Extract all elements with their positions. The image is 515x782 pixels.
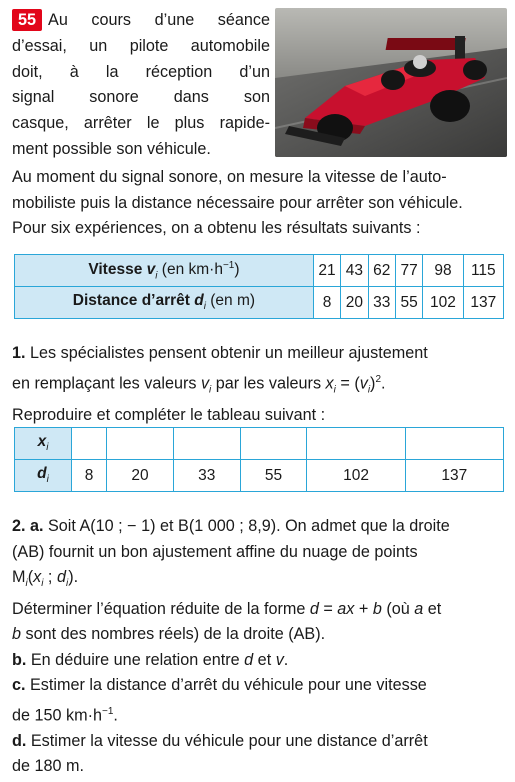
- q1-line1: 1. Les spécialistes pensent obtenir un meilleur ajustement: [12, 344, 428, 362]
- empty-cell: [240, 428, 307, 460]
- exercise-number-badge: 55: [12, 9, 42, 31]
- intro-line: ment possible son véhicule.: [12, 139, 211, 158]
- intro-line: 55 Au cours d’une séance: [12, 8, 270, 34]
- q2d-line1: d. Estimer la vitesse du véhicule pour une distance d’arrêt: [12, 731, 428, 750]
- paragraph-line: Pour six expériences, on a obtenu les résultats suivants :: [12, 219, 421, 237]
- q2a-line2: (AB) fournit un bon ajustement affine du nuage de points: [12, 542, 418, 561]
- table-cell: 33: [173, 460, 240, 492]
- table-row-x: [15, 428, 504, 460]
- table-cell: 98: [423, 255, 463, 287]
- intro-line: signal sonore dans son: [12, 88, 270, 107]
- results-table: [14, 254, 504, 319]
- table-cell: 20: [341, 287, 368, 319]
- table-cell: 8: [313, 287, 340, 319]
- q1-line2: en remplaçant les valeurs $v_i$ par les valeurs $x_i = (v_i)^2$.: [12, 373, 386, 396]
- table-cell: 20: [107, 460, 174, 492]
- table-cell: 8: [72, 460, 107, 492]
- x-header: $x_i$: [15, 428, 72, 460]
- table-cell: 102: [307, 460, 405, 492]
- race-car-photo: [275, 8, 507, 157]
- q1-line3: Reproduire et compléter le tableau suivant :: [12, 405, 326, 424]
- completion-table: [14, 427, 504, 492]
- table-cell: 43: [341, 255, 368, 287]
- table-cell: 137: [463, 287, 503, 319]
- distance-header: Distance d’arrêt $d_i$ (en m): [15, 287, 314, 319]
- table-cell: 102: [423, 287, 463, 319]
- race-car-illustration: [275, 8, 507, 157]
- q2a-line5: b sont des nombres réels) de la droite (AB).: [12, 625, 326, 644]
- q2a-line1: 2. a. Soit A(10 ; − 1) et B(1 000 ; 8,9). On admet que la droite: [12, 517, 450, 535]
- q2c-line1: c. Estimer la distance d’arrêt du véhicule pour une vitesse: [12, 676, 427, 695]
- intro-line: d’essai, un pilote automobile: [12, 36, 270, 55]
- q2c-line2: de 150 $km\cdot h^{-1}$.: [12, 705, 118, 725]
- speed-header: Vitesse $v_i$ (en $km\cdot h^{-1}$): [15, 255, 314, 287]
- empty-cell: [72, 428, 107, 460]
- d-header: $d_i$: [15, 460, 72, 492]
- table-cell: 62: [368, 255, 395, 287]
- intro-line: doit, à la réception d’un: [12, 62, 270, 81]
- q2b-line: b. En déduire une relation entre d et v.: [12, 650, 289, 669]
- question-1: [12, 341, 507, 428]
- paragraph-line: mobiliste puis la distance nécessaire pour arrêter son véhicule.: [12, 193, 463, 212]
- q2a-line4: Déterminer l’équation réduite de la forme d = ax + b (où a et: [12, 599, 442, 618]
- table-row-distance: [15, 287, 504, 319]
- measurement-paragraph: [12, 165, 507, 242]
- empty-cell: [405, 428, 503, 460]
- table-cell: 21: [313, 255, 340, 287]
- table-cell: 77: [395, 255, 422, 287]
- q2d-line2: de 180 m.: [12, 757, 84, 776]
- intro-line: casque, arrêter le plus rapide-: [12, 114, 270, 133]
- table-cell: 55: [240, 460, 307, 492]
- paragraph-line: Au moment du signal sonore, on mesure la vitesse de l’auto-: [12, 168, 447, 186]
- empty-cell: [107, 428, 174, 460]
- table-cell: 33: [368, 287, 395, 319]
- table-cell: 137: [405, 460, 503, 492]
- table-row-speed: [15, 255, 504, 287]
- empty-cell: [173, 428, 240, 460]
- table-cell: 55: [395, 287, 422, 319]
- q2a-line3: $M_i(x_i$ ; $d_i$).: [12, 568, 79, 590]
- question-2: [12, 514, 507, 780]
- table-cell: 115: [463, 255, 503, 287]
- exercise-intro: [12, 8, 270, 163]
- empty-cell: [307, 428, 405, 460]
- table-row-d: [15, 460, 504, 492]
